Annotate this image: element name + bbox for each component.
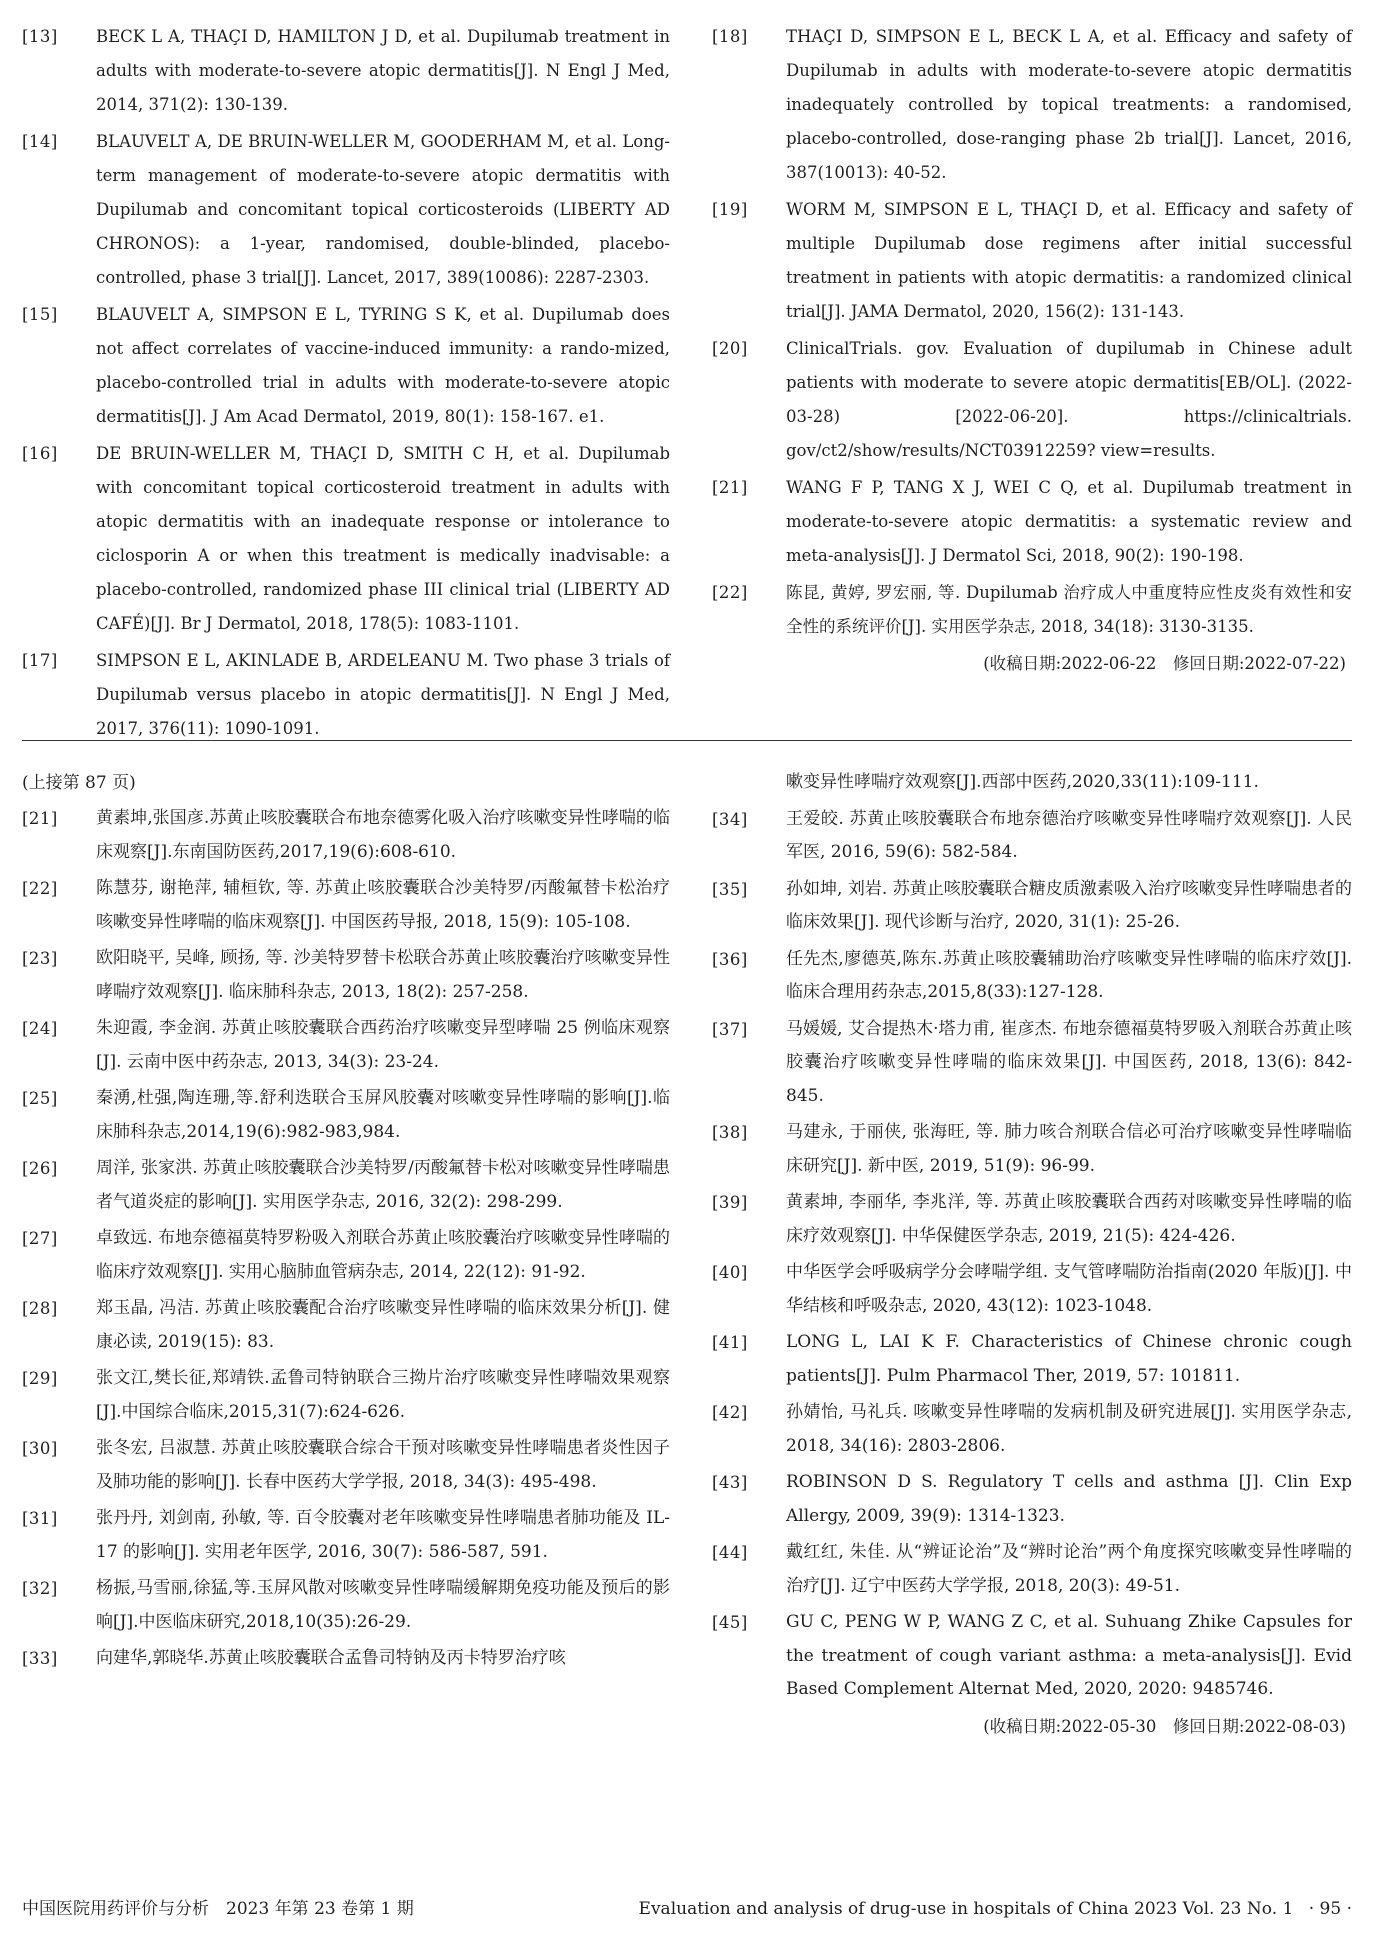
- reference-item: [22, 125, 670, 295]
- reference-number: [13]: [22, 27, 58, 46]
- reference-item: [712, 193, 1352, 329]
- reference-number: [14]: [22, 132, 58, 151]
- top-right-column: [712, 20, 1352, 681]
- reference-text: 陈慧芬, 谢艳萍, 辅桓钦, 等. 苏黄止咳胶囊联合沙美特罗/丙酸氟替卡松治疗咳嗽变异性哮喘的临床观察[J]. 中国医药导报, 2018, 15(9): 105-108.: [96, 878, 670, 932]
- reference-number: [32]: [22, 1579, 58, 1598]
- bottom-left-column: [22, 766, 670, 1679]
- reference-number: [33]: [22, 1649, 58, 1668]
- reference-number: [28]: [22, 1299, 58, 1318]
- reference-text: THAÇI D, SIMPSON E L, BECK L A, et al. Efficacy and safety of Dupilumab in adults with moderate-to-severe atopic dermatitis inadequately controlled by topical treatments: a randomised, placebo-controlled, dose-ranging phase 2b trial[J]. Lancet, 2016, 387(10013): 40-52.: [786, 27, 1352, 182]
- reference-number: [21]: [22, 809, 58, 828]
- reference-item: [22, 1502, 670, 1569]
- reference-text: 朱迎霞, 李金润. 苏黄止咳胶囊联合西药治疗咳嗽变异型哮喘 25 例临床观察[J]. 云南中医中药杂志, 2013, 34(3): 23-24.: [96, 1018, 670, 1072]
- reference-number: [20]: [712, 339, 748, 358]
- reference-number: [17]: [22, 651, 58, 670]
- reference-text: 黄素坤, 李丽华, 李兆洋, 等. 苏黄止咳胶囊联合西药对咳嗽变异性哮喘的临床疗效观察[J]. 中华保健医学杂志, 2019, 21(5): 424-426.: [786, 1192, 1352, 1246]
- reference-text: 欧阳晓平, 吴峰, 顾扬, 等. 沙美特罗替卡松联合苏黄止咳胶囊治疗咳嗽变异性哮喘疗效观察[J]. 临床肺科杂志, 2013, 18(2): 257-258.: [96, 948, 670, 1002]
- reference-item: [22, 298, 670, 434]
- reference-item: [712, 1606, 1352, 1707]
- reference-item: [22, 802, 670, 869]
- reference-number: [38]: [712, 1123, 748, 1142]
- reference-text: 杨振,马雪丽,徐猛,等.玉屏风散对咳嗽变异性哮喘缓解期免疫功能及预后的影响[J].中医临床研究,2018,10(35):26-29.: [96, 1578, 670, 1632]
- reference-number: [22]: [22, 879, 58, 898]
- reference-number: [26]: [22, 1159, 58, 1178]
- reference-text: WORM M, SIMPSON E L, THAÇI D, et al. Efficacy and safety of multiple Dupilumab dose regimens after initial successful treatment in patients with atopic dermatitis: a randomized clinical trial[J]. JAMA Dermatol, 2020, 156(2): 131-143.: [786, 200, 1352, 321]
- reference-text: 张丹丹, 刘剑南, 孙敏, 等. 百令胶囊对老年咳嗽变异性哮喘患者肺功能及 IL-17 的影响[J]. 实用老年医学, 2016, 30(7): 586-587, 591.: [96, 1508, 670, 1562]
- reference-number: [23]: [22, 949, 58, 968]
- reference-text: 任先杰,廖德英,陈东.苏黄止咳胶囊辅助治疗咳嗽变异性哮喘的临床疗效[J].临床合理用药杂志,2015,8(33):127-128.: [786, 948, 1352, 1002]
- reference-item: [22, 1152, 670, 1219]
- journal-title-en: [629, 1896, 1352, 1922]
- reference-number: [40]: [712, 1263, 748, 1282]
- reference-text: 卓致远. 布地奈德福莫特罗粉吸入剂联合苏黄止咳胶囊治疗咳嗽变异性哮喘的临床疗效观察[J]. 实用心脑肺血管病杂志, 2014, 22(12): 91-92.: [96, 1228, 670, 1282]
- reference-text: 孙如坤, 刘岩. 苏黄止咳胶囊联合糖皮质激素吸入治疗咳嗽变异性哮喘患者的临床效果[J]. 现代诊断与治疗, 2020, 31(1): 25-26.: [786, 878, 1352, 932]
- reference-text: 马建永, 于丽侠, 张海旺, 等. 肺力咳合剂联合信必可治疗咳嗽变异性哮喘临床研究[J]. 新中医, 2019, 51(9): 96-99.: [786, 1122, 1352, 1176]
- reference-item: [22, 1572, 670, 1639]
- reference-text: 中华医学会呼吸病学分会哮喘学组. 支气管哮喘防治指南(2020 年版)[J]. 中华结核和呼吸杂志, 2020, 43(12): 1023-1048.: [786, 1262, 1352, 1316]
- reference-text: 嗽变异性哮喘疗效观察[J].西部中医药,2020,33(11):109-111.: [786, 772, 1259, 792]
- reference-number: [16]: [22, 444, 58, 463]
- reference-list: [712, 20, 1352, 644]
- reference-text: 孙婧怡, 马礼兵. 咳嗽变异性哮喘的发病机制及研究进展[J]. 实用医学杂志, 2018, 34(16): 2803-2806.: [786, 1402, 1352, 1456]
- reference-text: 王爱皎. 苏黄止咳胶囊联合布地奈德治疗咳嗽变异性哮喘疗效观察[J]. 人民军医, 2016, 59(6): 582-584.: [786, 808, 1352, 862]
- reference-item: [22, 942, 670, 1009]
- reference-item: [712, 332, 1352, 468]
- reference-text: 黄素坤,张国彦.苏黄止咳胶囊联合布地奈德雾化吸入治疗咳嗽变异性哮喘的临床观察[J].东南国防医药,2017,19(6):608-610.: [96, 808, 670, 862]
- reference-number: [34]: [712, 809, 748, 829]
- reference-list: [712, 803, 1352, 1707]
- reference-text: 周洋, 张家洪. 苏黄止咳胶囊联合沙美特罗/丙酸氟替卡松对咳嗽变异性哮喘患者气道炎症的影响[J]. 实用医学杂志, 2016, 32(2): 298-299.: [96, 1158, 670, 1212]
- reference-item: [22, 644, 670, 746]
- reference-text: BECK L A, THAÇI D, HAMILTON J D, et al. Dupilumab treatment in adults with moderate-to-severe atopic dermatitis[J]. N Engl J Med, 2014, 371(2): 130-139.: [96, 27, 670, 114]
- reference-number: [19]: [712, 200, 748, 219]
- page-number: · 95 ·: [1308, 1899, 1352, 1919]
- reference-continuation: [712, 766, 1352, 800]
- reference-item: [22, 1222, 670, 1289]
- reference-item: [712, 803, 1352, 870]
- reference-number: [36]: [712, 949, 748, 969]
- reference-item: [22, 1012, 670, 1079]
- reference-item: [712, 1186, 1352, 1253]
- reference-number: [37]: [712, 1019, 748, 1039]
- reference-item: [22, 1642, 670, 1676]
- section-divider: [22, 740, 1352, 741]
- reference-text: 陈昆, 黄婷, 罗宏丽, 等. Dupilumab 治疗成人中重度特应性皮炎有效性和安全性的系统评价[J]. 实用医学杂志, 2018, 34(18): 3130-3135.: [786, 583, 1352, 636]
- reference-item: [712, 1466, 1352, 1533]
- reference-text: GU C, PENG W P, WANG Z C, et al. Suhuang Zhike Capsules for the treatment of cough variant asthma: a meta-analysis[J]. Evid Based Complement Alternat Med, 2020, 2020: 9485746.: [786, 1612, 1352, 1699]
- reference-number: [44]: [712, 1543, 748, 1562]
- reference-text: 秦湧,杜强,陶连珊,等.舒利迭联合玉屏风胶囊对咳嗽变异性哮喘的影响[J].临床肺科杂志,2014,19(6):982-983,984.: [96, 1088, 670, 1142]
- continued-from-label: (上接第 87 页): [22, 773, 136, 793]
- reference-text: 郑玉晶, 冯洁. 苏黄止咳胶囊配合治疗咳嗽变异性哮喘的临床效果分析[J]. 健康必读, 2019(15): 83.: [96, 1298, 670, 1352]
- reference-number: [24]: [22, 1019, 58, 1038]
- reference-number: [45]: [712, 1613, 748, 1632]
- reference-item: [712, 1116, 1352, 1183]
- reference-item: [712, 1013, 1352, 1114]
- reference-item: [22, 437, 670, 641]
- reference-text: ClinicalTrials. gov. Evaluation of dupilumab in Chinese adult patients with moderate to severe atopic dermatitis[EB/OL]. (2022-03-28) [2022-06-20]. https://clinicaltrials. gov/ct2/show/results/NCT03912259? view=results.: [786, 339, 1352, 460]
- reference-item: [712, 1396, 1352, 1463]
- reference-item: [22, 1082, 670, 1149]
- reference-text: BLAUVELT A, SIMPSON E L, TYRING S K, et al. Dupilumab does not affect correlates of vaccine-induced immunity: a rando-mized, placebo-controlled trial in adults with moderate-to-severe atopic dermatitis[J]. J Am Acad Dermatol, 2019, 80(1): 158-167. e1.: [96, 305, 670, 426]
- reference-text: ROBINSON D S. Regulatory T cells and asthma [J]. Clin Exp Allergy, 2009, 39(9): 1314-1323.: [786, 1472, 1352, 1526]
- reference-text: 向建华,郭晓华.苏黄止咳胶囊联合孟鲁司特钠及丙卡特罗治疗咳: [96, 1648, 566, 1668]
- reference-text: LONG L, LAI K F. Characteristics of Chinese chronic cough patients[J]. Pulm Pharmacol Ther, 2019, 57: 101811.: [786, 1332, 1352, 1386]
- received-date: (收稿日期:2022-05-30 修回日期:2022-08-03): [983, 1716, 1346, 1736]
- page-footer: [22, 1896, 1352, 1922]
- reference-number: [31]: [22, 1509, 58, 1528]
- reference-item: [22, 872, 670, 939]
- reference-item: [712, 20, 1352, 190]
- reference-item: [712, 873, 1352, 940]
- journal-title-zh: 中国医院用药评价与分析 2023 年第 23 卷第 1 期: [22, 1899, 414, 1919]
- reference-text: WANG F P, TANG X J, WEI C Q, et al. Dupilumab treatment in moderate-to-severe atopic dermatitis: a systematic review and meta-analysis[J]. J Dermatol Sci, 2018, 90(2): 190-198.: [786, 478, 1352, 565]
- reference-number: [29]: [22, 1369, 58, 1388]
- reference-number: [25]: [22, 1089, 58, 1108]
- reference-text: 张冬宏, 吕淑慧. 苏黄止咳胶囊联合综合干预对咳嗽变异性哮喘患者炎性因子及肺功能的影响[J]. 长春中医药大学学报, 2018, 34(3): 495-498.: [96, 1438, 670, 1492]
- reference-number: [35]: [712, 879, 748, 899]
- reference-number: [22]: [712, 583, 748, 602]
- top-left-column: [22, 20, 670, 749]
- reference-text: 戴红红, 朱佳. 从“辨证论治”及“辨时论治”两个角度探究咳嗽变异性哮喘的治疗[J]. 辽宁中医药大学学报, 2018, 20(3): 49-51.: [786, 1542, 1352, 1596]
- reference-item: [22, 1432, 670, 1499]
- reference-number: [27]: [22, 1229, 58, 1248]
- reference-list: [22, 802, 670, 1676]
- reference-item: [712, 471, 1352, 573]
- reference-text: 马媛媛, 艾合提热木·塔力甫, 崔彦杰. 布地奈德福莫特罗吸入剂联合苏黄止咳胶囊治疗咳嗽变异性哮喘的临床效果[J]. 中国医药, 2018, 13(6): 842-845.: [786, 1018, 1352, 1106]
- reference-number: [18]: [712, 27, 748, 46]
- reference-item: [712, 576, 1352, 644]
- reference-item: [712, 1326, 1352, 1393]
- reference-number: [42]: [712, 1403, 748, 1422]
- reference-text: BLAUVELT A, DE BRUIN-WELLER M, GOODERHAM M, et al. Long-term management of moderate-to-severe atopic dermatitis with Dupilumab and concomitant topical corticosteroids (LIBERTY AD CHRONOS): a 1-year, randomised, double-blinded, placebo-controlled, phase 3 trial[J]. Lancet, 2017, 389(10086): 2287-2303.: [96, 132, 670, 287]
- journal-title-en-text: Evaluation and analysis of drug-use in hospitals of China 2023 Vol. 23 No. 1: [638, 1899, 1294, 1919]
- reference-number: [43]: [712, 1473, 748, 1492]
- reference-item: [712, 1256, 1352, 1323]
- reference-item: [712, 943, 1352, 1010]
- reference-number: [21]: [712, 478, 748, 497]
- reference-number: [41]: [712, 1333, 748, 1352]
- reference-number: [15]: [22, 305, 58, 324]
- reference-item: [22, 1292, 670, 1359]
- received-date: (收稿日期:2022-06-22 修回日期:2022-07-22): [983, 654, 1346, 673]
- reference-item: [22, 20, 670, 122]
- reference-text: DE BRUIN-WELLER M, THAÇI D, SMITH C H, et al. Dupilumab with concomitant topical corticosteroid treatment in adults with atopic dermatitis with an inadequate response or intolerance to ciclosporin A or when this treatment is medically inadvisable: a placebo-controlled, randomized phase III clinical trial (LIBERTY AD CAFÉ)[J]. Br J Dermatol, 2018, 178(5): 1083-1101.: [96, 444, 670, 633]
- reference-text: SIMPSON E L, AKINLADE B, ARDELEANU M. Two phase 3 trials of Dupilumab versus placebo in atopic dermatitis[J]. N Engl J Med, 2017, 376(11): 1090-1091.: [96, 651, 670, 738]
- reference-item: [22, 1362, 670, 1429]
- reference-item: [712, 1536, 1352, 1603]
- reference-number: [30]: [22, 1439, 58, 1458]
- bottom-right-column: [712, 766, 1352, 1744]
- reference-text: 张文江,樊长征,郑靖铁.孟鲁司特钠联合三拗片治疗咳嗽变异性哮喘效果观察[J].中国综合临床,2015,31(7):624-626.: [96, 1368, 670, 1422]
- reference-number: [39]: [712, 1193, 748, 1212]
